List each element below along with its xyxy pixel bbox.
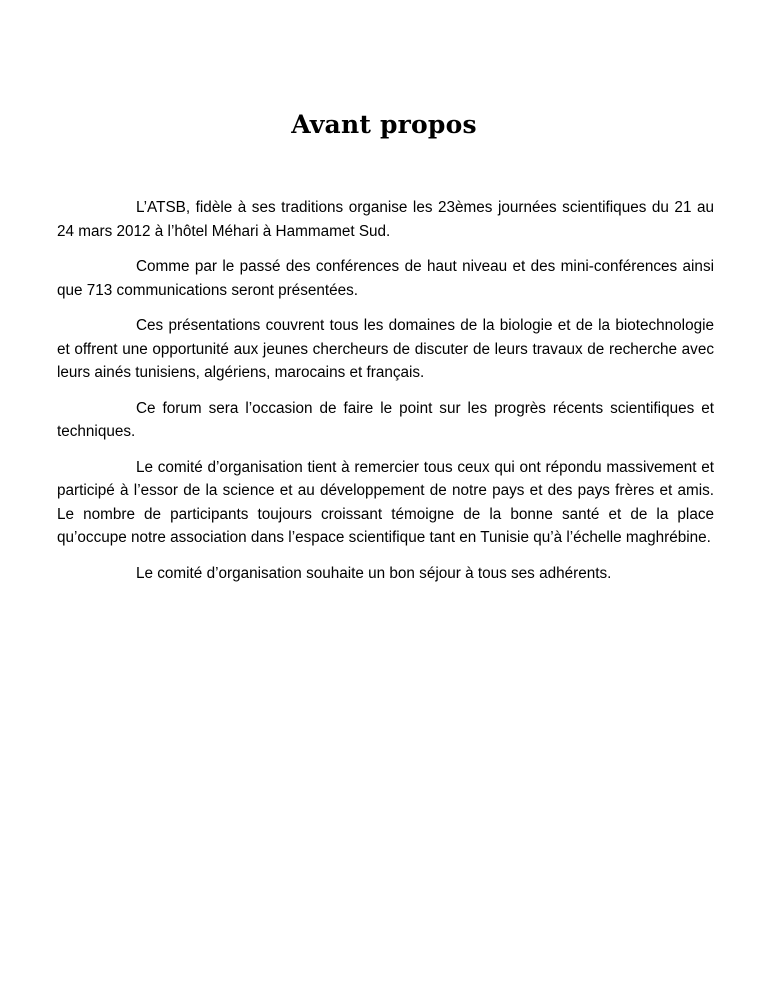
paragraph-forum: Ce forum sera l’occasion de faire le point sur les progrès récents scientifiques et techniques. xyxy=(57,399,714,440)
paragraph-thanks: Le comité d’organisation tient à remercier tous ceux qui ont répondu massivement et participé à l’essor de la science et au développement de notre pays et des pays frères et amis. Le nombre de participants toujours croissant témoigne de la bonne santé et de la place qu’occupe notre association dans l’espace scientifique tant en Tunisie qu’à l’échelle maghrébine. xyxy=(57,458,714,546)
paragraph-presentations: Ces présentations couvrent tous les domaines de la biologie et de la biotechnologie et offrent une opportunité aux jeunes chercheurs de discuter de leurs travaux de recherche avec leurs ainés tunisiens, algériens, marocains et français. xyxy=(57,317,714,381)
paragraph-closing: Le comité d’organisation souhaite un bon séjour à tous ses adhérents. xyxy=(136,564,612,582)
paragraph-intro: L’ATSB, fidèle à ses traditions organise les 23èmes journées scientifiques du 21 au 24 mars 2012 à l’hôtel Méhari à Hammamet Sud. xyxy=(57,199,714,240)
paragraph-conferences: Comme par le passé des conférences de haut niveau et des mini-conférences ainsi que 713 communications seront présentées. xyxy=(57,258,714,299)
page-title: Avant propos xyxy=(291,110,477,139)
document-body xyxy=(57,196,714,597)
